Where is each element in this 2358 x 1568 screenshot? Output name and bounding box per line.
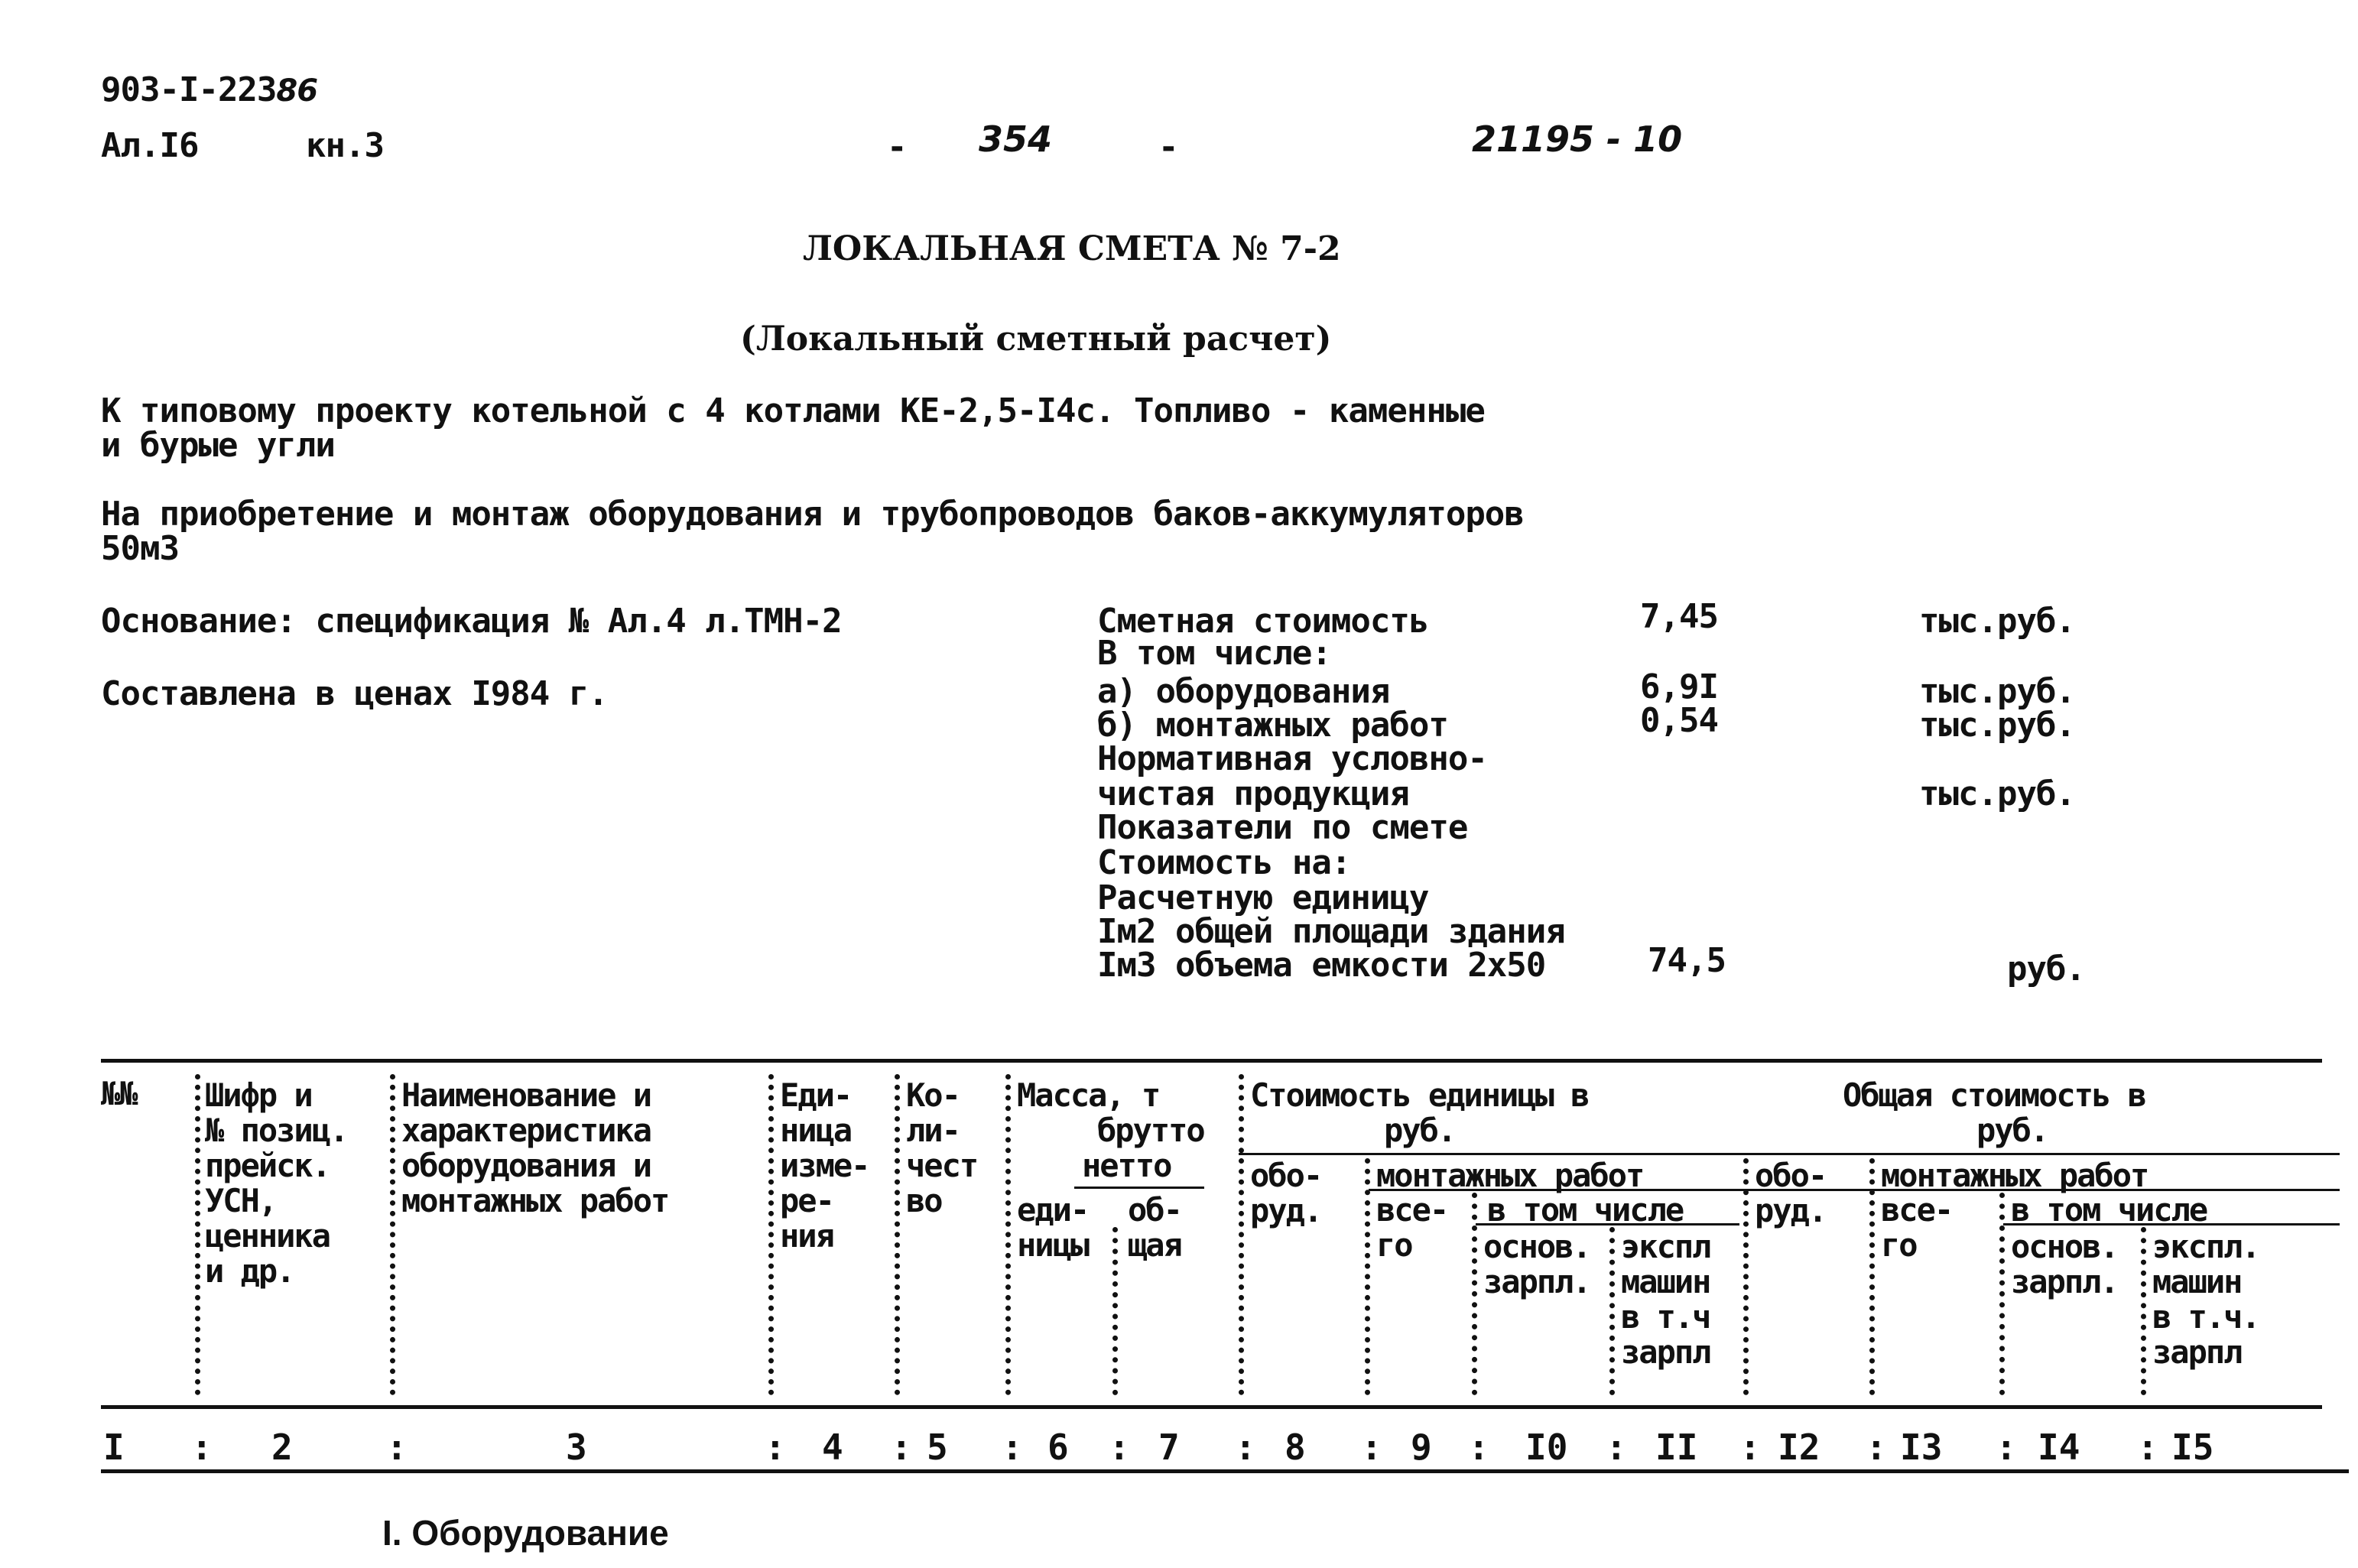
column-separator — [1239, 1074, 1244, 1395]
colon: : — [1002, 1427, 1023, 1468]
column-number: I4 — [2038, 1427, 2080, 1468]
netto-rule — [1074, 1187, 1204, 1189]
column-number: 5 — [927, 1427, 948, 1468]
th-total-unit: все- го — [1376, 1191, 1448, 1264]
column-separator — [2141, 1227, 2146, 1395]
th-incl-unit: в том числе — [1487, 1191, 1684, 1229]
summary-label: Iм2 общей площади здания — [1097, 912, 1565, 951]
column-number: I — [103, 1427, 125, 1468]
summary-unit: руб. — [2007, 950, 2085, 989]
colon: : — [1468, 1427, 1489, 1468]
th-total-total: все- го — [1881, 1191, 1953, 1264]
colon: : — [891, 1427, 912, 1468]
summary-value: 6,9I — [1640, 667, 1718, 706]
column-separator — [195, 1074, 200, 1395]
column-number: 7 — [1158, 1427, 1180, 1468]
th-salary-total: основ. зарпл. — [2011, 1228, 2118, 1300]
summary-value: 0,54 — [1640, 701, 1718, 740]
column-separator — [895, 1074, 900, 1395]
prices-line: Составлена в ценах I984 г. — [101, 674, 608, 713]
th-salary-unit: основ. зарпл. — [1483, 1228, 1590, 1300]
th-mont-total: монтажных работ — [1881, 1157, 2149, 1194]
basis-line: Основание: спецификация № Ал.4 л.ТМН-2 — [101, 602, 842, 641]
purpose-line-2: 50м3 — [101, 529, 179, 568]
colon: : — [1235, 1427, 1256, 1468]
cost-group-rule — [1239, 1153, 2340, 1155]
album-label: Ал.I6 — [101, 126, 199, 165]
th-mass-total: об- щая — [1128, 1191, 1181, 1264]
summary-label: Показатели по смете — [1097, 808, 1468, 847]
document-subtitle: (Локальный сметный расчет) — [740, 320, 1332, 359]
column-numbers-rule — [101, 1469, 2349, 1473]
column-separator — [1472, 1193, 1477, 1395]
column-separator — [1005, 1074, 1011, 1395]
colon: : — [1606, 1427, 1627, 1468]
th-total-cost: Общая стоимость в — [1843, 1076, 2145, 1114]
summary-label: чистая продукция — [1097, 774, 1409, 813]
table-header-bottom-rule — [101, 1405, 2322, 1409]
colon: : — [2137, 1427, 2158, 1468]
summary-label: В том числе: — [1097, 634, 1331, 673]
colon: : — [1996, 1427, 2017, 1468]
colon: : — [1361, 1427, 1382, 1468]
th-mass-unit: еди- ницы — [1017, 1191, 1089, 1264]
summary-label: Нормативная условно- — [1097, 739, 1487, 778]
th-unit-cost-rub: руб. — [1384, 1112, 1456, 1149]
project-line-1: К типовому проекту котельной с 4 котлами КЕ-2,5-I4с. Топливо - каменные — [101, 391, 1485, 430]
th-equip-unit: обо- руд. — [1250, 1157, 1322, 1229]
column-number: I0 — [1525, 1427, 1568, 1468]
th-mont-unit: монтажных работ — [1376, 1157, 1644, 1194]
column-separator — [390, 1074, 395, 1395]
th-incl-total: в том числе — [2011, 1191, 2207, 1229]
column-number: 9 — [1411, 1427, 1432, 1468]
doc-code: 903-I-22386 — [101, 70, 318, 109]
summary-label: Iм3 объема емкости 2х50 — [1097, 946, 1546, 985]
dash-right: - — [1158, 128, 1178, 167]
summary-label: Расчетную единицу — [1097, 878, 1429, 917]
th-netto: нетто — [1082, 1147, 1171, 1184]
th-unit: Еди- ница изме- ре- ния — [780, 1076, 869, 1255]
column-number: I3 — [1900, 1427, 1943, 1468]
summary-unit: тыс.руб. — [1919, 602, 2075, 641]
colon: : — [765, 1427, 786, 1468]
summary-label: б) монтажных работ — [1097, 706, 1448, 745]
colon: : — [191, 1427, 213, 1468]
purpose-line-1: На приобретение и монтаж оборудования и трубопроводов баков-аккумуляторов — [101, 495, 1524, 534]
column-number: 4 — [822, 1427, 843, 1468]
th-name: Наименование и характеристика оборудования и монтажных работ — [401, 1076, 669, 1219]
summary-value: 7,45 — [1640, 597, 1718, 636]
th-code: Шифр и № позиц. прейск. УСН, ценника и др. — [205, 1076, 348, 1290]
section-title: I. Оборудование — [382, 1513, 669, 1553]
book-label: кн.3 — [306, 126, 384, 165]
column-separator — [1365, 1158, 1370, 1395]
column-separator — [1869, 1158, 1875, 1395]
column-number: 6 — [1047, 1427, 1069, 1468]
th-brutto: брутто — [1097, 1112, 1204, 1149]
th-mass: Масса, т — [1017, 1076, 1160, 1114]
column-separator — [1609, 1227, 1615, 1395]
column-number: 8 — [1285, 1427, 1306, 1468]
summary-label: а) оборудования — [1097, 672, 1390, 711]
column-separator — [1743, 1158, 1749, 1395]
column-number: I5 — [2171, 1427, 2214, 1468]
column-number: II — [1655, 1427, 1698, 1468]
column-number: 3 — [566, 1427, 587, 1468]
page-number-handwritten: 354 — [979, 118, 1053, 160]
colon: : — [1109, 1427, 1130, 1468]
colon: : — [1739, 1427, 1761, 1468]
column-separator — [1999, 1193, 2005, 1395]
reference-handwritten: 21195 - 10 — [1472, 118, 1683, 160]
table-top-rule — [101, 1059, 2322, 1063]
th-quantity: Ко- ли- чест во — [906, 1076, 978, 1219]
th-equip-total: обо- руд. — [1755, 1157, 1827, 1229]
colon: : — [386, 1427, 408, 1468]
summary-value: 74,5 — [1648, 941, 1726, 980]
column-number: I2 — [1778, 1427, 1820, 1468]
column-separator — [768, 1074, 774, 1395]
document-title: ЛОКАЛЬНАЯ СМЕТА № 7-2 — [803, 229, 1341, 268]
summary-unit: тыс.руб. — [1919, 672, 2075, 711]
dash-left: - — [887, 128, 907, 167]
th-number: №№ — [101, 1075, 137, 1112]
summary-unit: тыс.руб. — [1919, 706, 2075, 745]
summary-label: Стоимость на: — [1097, 843, 1351, 882]
summary-label: Сметная стоимость — [1097, 602, 1429, 641]
th-total-cost-rub: руб. — [1976, 1112, 2048, 1149]
th-machines-unit: экспл машин в т.ч зарпл — [1621, 1228, 1710, 1371]
colon: : — [1866, 1427, 1887, 1468]
th-machines-total: экспл. машин в т.ч. зарпл — [2152, 1228, 2259, 1371]
th-unit-cost: Стоимость единицы в — [1250, 1076, 1589, 1114]
summary-unit: тыс.руб. — [1919, 774, 2075, 813]
column-separator — [1112, 1227, 1118, 1395]
column-number: 2 — [271, 1427, 293, 1468]
project-line-2: и бурые угли — [101, 426, 335, 465]
doc-code-suffix: 86 — [276, 73, 318, 109]
